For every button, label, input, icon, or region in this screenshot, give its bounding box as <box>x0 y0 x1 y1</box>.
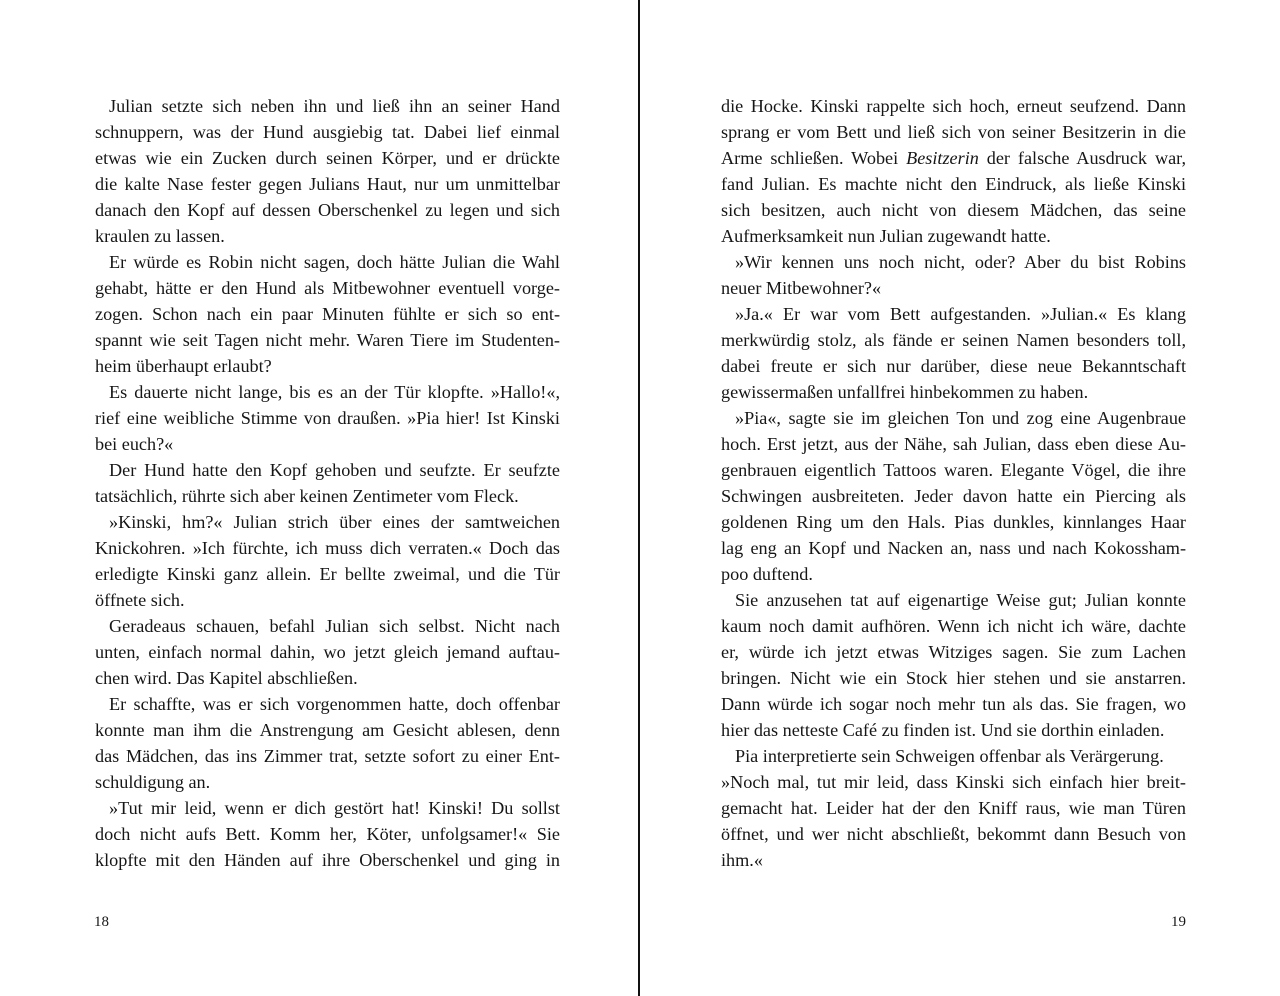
text-line: schuldigung an. <box>95 772 211 792</box>
text-line: die kalte Nase fester gegen Julians Haut, nur um unmittelbar <box>95 174 560 194</box>
text-line: Dann würde ich sogar noch mehr tun als das. Sie fragen, wo <box>721 694 1186 714</box>
text-line: Der Hund hatte den Kopf gehoben und seufzte. Er seufzte <box>109 460 560 480</box>
text-line: Knickohren. »Ich fürchte, ich muss dich verraten.« Doch das <box>95 538 560 558</box>
text-line: schnuppern, was der Hund ausgiebig tat. Dabei lief einmal <box>95 122 560 142</box>
text-line <box>721 145 1186 171</box>
text-line: »Pia«, sagte sie im gleichen Ton und zog eine Augenbraue <box>735 408 1186 428</box>
text-line: spannt wie seit Tagen nicht mehr. Waren Tiere im Studenten- <box>95 330 560 350</box>
text-line: genbrauen eigentlich Tattoos waren. Elegante Vögel, die ihre <box>721 460 1186 480</box>
text-line: Geradeaus schauen, befahl Julian sich selbst. Nicht nach <box>109 616 560 636</box>
italic-word: Besitzerin <box>906 148 979 168</box>
text-segment: Arme schließen. Wobei <box>721 148 899 168</box>
text-line: bringen. Nicht wie ein Stock hier stehen und sie anstarren. <box>721 668 1186 688</box>
text-line: Er schaffte, was er sich vorgenommen hatte, doch offenbar <box>109 694 560 714</box>
text-line: ihm.« <box>721 850 763 870</box>
text-line: gemacht hat. Leider hat der den Kniff raus, wie man Türen <box>721 798 1186 818</box>
text-line: Es dauerte nicht lange, bis es an der Tür klopfte. »Hallo!«, <box>109 382 560 402</box>
text-line: Sie anzusehen tat auf eigenartige Weise gut; Julian konnte <box>735 590 1186 610</box>
text-line: öffnet, und wer nicht abschließt, bekommt dann Besuch von <box>721 824 1186 844</box>
text-line: »Wir kennen uns noch nicht, oder? Aber du bist Robins <box>735 252 1186 272</box>
page-number-right: 19 <box>1171 914 1186 930</box>
text-line: die Hocke. Kinski rappelte sich hoch, erneut seufzend. Dann <box>721 96 1186 116</box>
text-line: öffnete sich. <box>95 590 185 610</box>
text-line: »Kinski, hm?« Julian strich über eines der samtweichen <box>109 512 560 532</box>
right-page <box>640 0 1280 996</box>
text-line: kaum noch damit aufhören. Wenn ich nicht ich wäre, dachte <box>721 616 1186 636</box>
text-line: »Tut mir leid, wenn er dich gestört hat! Kinski! Du sollst <box>109 798 560 818</box>
text-line: Julian setzte sich neben ihn und ließ ihn an seiner Hand <box>109 96 560 116</box>
text-line: sich besitzen, auch nicht von diesem Mädchen, das seine <box>721 200 1186 220</box>
page-number-left: 18 <box>94 914 109 930</box>
text-line: rief eine weibliche Stimme von draußen. »Pia hier! Ist Kinski <box>95 408 560 428</box>
text-line: merkwürdig stolz, als fände er seinen Namen besonders toll, <box>721 330 1186 350</box>
text-line: das Mädchen, das ins Zimmer trat, setzte sofort zu einer Ent- <box>95 746 560 766</box>
text-line: »Ja.« Er war vom Bett aufgestanden. »Julian.« Es klang <box>735 304 1186 324</box>
text-line: zogen. Schon nach ein paar Minuten fühlte er sich so ent- <box>95 304 560 324</box>
left-page-text <box>95 93 560 873</box>
text-line: er, würde ich jetzt etwas Witziges sagen. Sie zum Lachen <box>721 642 1186 662</box>
text-line: doch nicht aufs Bett. Komm her, Köter, unfolgsamer!« Sie <box>95 824 560 844</box>
text-line: »Noch mal, tut mir leid, dass Kinski sich einfach hier breit- <box>721 772 1186 792</box>
text-line: erledigte Kinski ganz allein. Er bellte zweimal, und die Tür <box>95 564 560 584</box>
text-segment: der falsche Ausdruck war, <box>986 148 1187 168</box>
text-line: hier das netteste Café zu finden ist. Und sie dorthin einladen. <box>721 720 1165 740</box>
text-line: chen wird. Das Kapitel abschließen. <box>95 668 358 688</box>
text-line: dabei freute er sich nur darüber, diese neue Bekanntschaft <box>721 356 1186 376</box>
text-line: poo duftend. <box>721 564 813 584</box>
text-line: klopfte mit den Händen auf ihre Oberschenkel und ging in <box>95 850 560 870</box>
text-line: gehabt, hätte er den Hund als Mitbewohner eventuell vorge- <box>95 278 560 298</box>
text-line: bei euch?« <box>95 434 174 454</box>
text-line: gewissermaßen unfallfrei hinbekommen zu haben. <box>721 382 1089 402</box>
text-line: Er würde es Robin nicht sagen, doch hätte Julian die Wahl <box>109 252 560 272</box>
text-line: etwas wie ein Zucken durch seinen Körper, und er drückte <box>95 148 560 168</box>
text-line: neuer Mitbewohner?« <box>721 278 882 298</box>
text-line: heim überhaupt erlaubt? <box>95 356 272 376</box>
text-line: Pia interpretierte sein Schweigen offenbar als Verärgerung. <box>735 746 1164 766</box>
text-line: danach den Kopf auf dessen Oberschenkel zu legen und sich <box>95 200 560 220</box>
text-line: lag eng an Kopf und Nacken an, nass und nach Kokossham- <box>721 538 1186 558</box>
text-line: kraulen zu lassen. <box>95 226 225 246</box>
text-line: tatsächlich, rührte sich aber keinen Zentimeter vom Fleck. <box>95 486 519 506</box>
text-line: hoch. Erst jetzt, aus der Nähe, sah Julian, dass eben diese Au- <box>721 434 1186 454</box>
text-line: konnte man ihm die Anstrengung am Gesicht ablesen, denn <box>95 720 560 740</box>
text-line: Schwingen ausbreiteten. Jeder davon hatte ein Piercing als <box>721 486 1186 506</box>
text-line: sprang er vom Bett und ließ sich von seiner Besitzerin in die <box>721 122 1186 142</box>
text-line: fand Julian. Es machte nicht den Eindruck, als ließe Kinski <box>721 174 1186 194</box>
text-line: goldenen Ring um den Hals. Pias dunkles, kinnlanges Haar <box>721 512 1186 532</box>
text-line: unten, einfach normal dahin, wo jetzt gleich jemand auftau- <box>95 642 560 662</box>
text-line: Aufmerksamkeit nun Julian zugewandt hatte. <box>721 226 1051 246</box>
right-page-text <box>721 93 1186 873</box>
